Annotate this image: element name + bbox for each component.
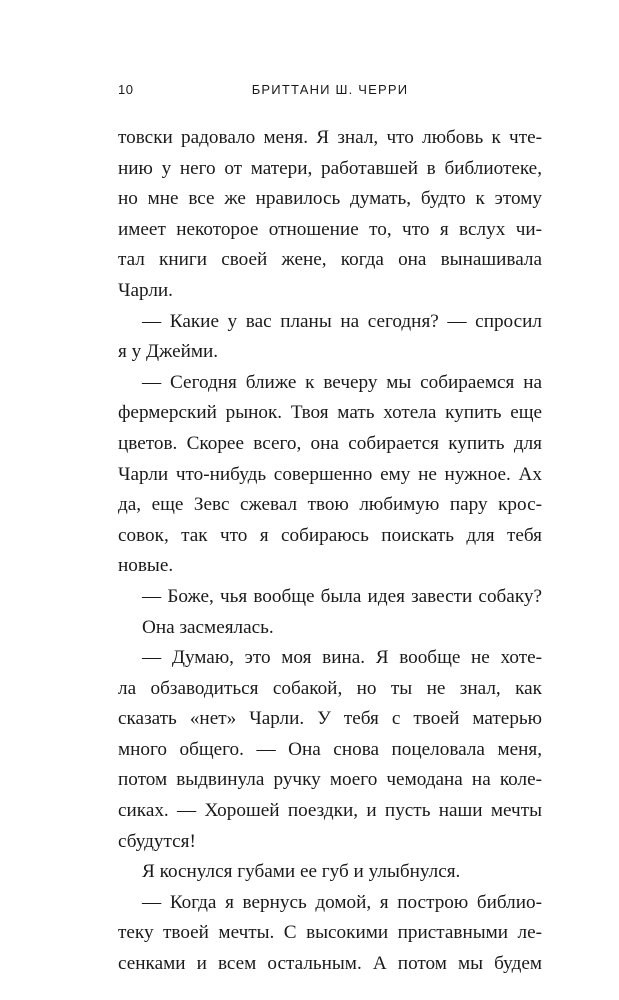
- running-head: [118, 78, 542, 102]
- text-line: фермерский рынок. Твоя мать хотела купить еще: [118, 402, 542, 424]
- text-line: сбудутся!: [118, 830, 196, 852]
- text-line: Я коснулся губами ее губ и улыбнулся.: [142, 861, 461, 883]
- text-line: но мне все же нравилось думать, будто к этому: [118, 188, 542, 210]
- running-head-author: БРИТТАНИ Ш. ЧЕРРИ: [251, 82, 409, 97]
- text-line: потом выдвинула ручку моего чемодана на коле-: [118, 769, 542, 791]
- text-line: нию у него от матери, работавшей в библиотеке,: [118, 157, 542, 179]
- text-line: теку твоей мечты. С высокими приставными ле-: [118, 922, 542, 944]
- text-line: товски радовало меня. Я знал, что любовь к чте-: [118, 127, 542, 148]
- text-line: имеет некоторое отношение то, что я вслух чи-: [118, 218, 542, 240]
- text-line: тал книги своей жене, когда она вынашивала: [118, 249, 542, 271]
- body-text: [118, 123, 542, 980]
- text-line: я у Джейми.: [118, 341, 219, 363]
- text-line: сказать «нет» Чарли. У тебя с твоей матерью: [118, 708, 542, 730]
- text-line: цветов. Скорее всего, она собирается купить для: [118, 432, 542, 454]
- text-line: Чарли.: [118, 279, 173, 301]
- text-line: Чарли что-нибудь совершенно ему не нужное. Ах: [118, 463, 542, 485]
- text-line: совок, так что я собираюсь поискать для тебя: [118, 524, 542, 546]
- text-line: сенками и всем остальным. А потом мы будем: [118, 953, 542, 975]
- text-line: да, еще Зевс сжевал твою любимую пару крос-: [118, 494, 542, 516]
- text-line: — Какие у вас планы на сегодня? — спросил: [142, 310, 542, 332]
- text-line: новые.: [118, 555, 174, 577]
- text-line: — Думаю, это моя вина. Я вообще не хоте-: [142, 647, 542, 669]
- text-line: сиках. — Хорошей поездки, и пусть наши мечты: [118, 800, 542, 822]
- text-line: много общего. — Она снова поцеловала меня,: [118, 738, 542, 760]
- text-line: ла обзаводиться собакой, но ты не знал, как: [118, 677, 542, 699]
- page-number: 10: [118, 82, 134, 97]
- text-line: — Когда я вернусь домой, я построю библио-: [142, 891, 542, 913]
- text-line: — Сегодня ближе к вечеру мы собираемся на: [142, 371, 542, 393]
- text-line: Она засмеялась.: [142, 616, 274, 638]
- text-line: — Боже, чья вообще была идея завести собаку?: [142, 585, 542, 607]
